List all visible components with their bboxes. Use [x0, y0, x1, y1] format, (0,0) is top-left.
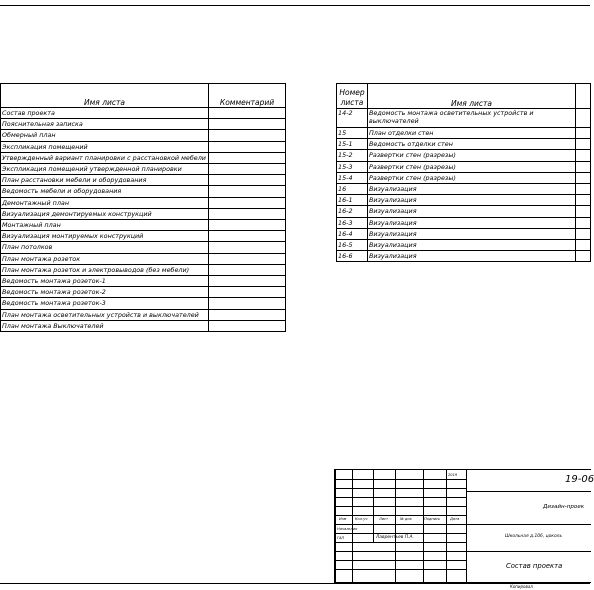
comment-cell [209, 264, 286, 275]
table-row [1, 186, 286, 197]
sheet-number-cell: 14-2 [337, 109, 368, 128]
comment-cell [209, 287, 286, 298]
comment-cell [209, 276, 286, 287]
table-row [1, 276, 286, 287]
sheet-number-cell: 16-2 [337, 206, 368, 217]
table-row [1, 220, 286, 231]
comment-cell [209, 220, 286, 231]
sheet-number-cell: 16 [337, 184, 368, 195]
table-row [1, 152, 286, 163]
comment-cell [209, 242, 286, 253]
comment-cell [209, 231, 286, 242]
extra-cell [576, 172, 591, 183]
table-row [1, 309, 286, 320]
extra-cell [576, 150, 591, 161]
col-data: Дата [450, 517, 460, 521]
table-row [337, 139, 591, 150]
sheet-name-cell: Развертки стен (разрезы) [368, 150, 576, 161]
table-row [1, 175, 286, 186]
sheet-name-cell: Монтажный план [1, 220, 209, 231]
sheet-number-cell: 15-1 [337, 139, 368, 150]
table-row [1, 141, 286, 152]
sheet-name-cell: Утвержденный вариант планировки с расстановкой мебели [1, 152, 209, 163]
table-row [337, 206, 591, 217]
comment-cell [209, 253, 286, 264]
comment-cell [209, 208, 286, 219]
table-row [337, 228, 591, 239]
table-row [1, 164, 286, 175]
sheet-number-cell: 16-1 [337, 195, 368, 206]
extra-cell [576, 206, 591, 217]
sheet-name-cell: Обмерный план [1, 130, 209, 141]
table-row [337, 217, 591, 228]
sheet-number-cell: 16-3 [337, 217, 368, 228]
sheet-name-cell: Визуализация демонтируемых конструкций [1, 208, 209, 219]
extra-cell [576, 109, 591, 128]
table-row [337, 240, 591, 251]
sheet-number-cell: 16-5 [337, 240, 368, 251]
sheet-name-cell: План отделки стен [368, 128, 576, 139]
sheet-name-cell: Визуализация [368, 228, 576, 239]
table-row [1, 320, 286, 331]
sheet-name-cell: Ведомость монтажа розеток-1 [1, 276, 209, 287]
sheet-number-cell: 15 [337, 128, 368, 139]
table-row [337, 109, 591, 128]
column-header-sheet-number: Номер листа [337, 84, 368, 109]
sheet-name-cell: Ведомость монтажа осветительных устройств и выключателей [368, 109, 576, 128]
sheet-border-top [0, 5, 590, 6]
comment-cell [209, 141, 286, 152]
year-label: 2019 [448, 473, 458, 477]
table-row [337, 161, 591, 172]
table-row [1, 242, 286, 253]
table-row [337, 251, 591, 262]
table-row [337, 172, 591, 183]
role-1: Начальник [337, 527, 358, 531]
table-row [1, 298, 286, 309]
sheet-name-cell: План потолков [1, 242, 209, 253]
comment-cell [209, 197, 286, 208]
extra-cell [576, 128, 591, 139]
sheet-name-cell: План монтажа розеток [1, 253, 209, 264]
comment-cell [209, 164, 286, 175]
project-type: Дизайн-проек [543, 504, 585, 510]
sheet-name-cell: Развертки стен (разрезы) [368, 172, 576, 183]
sheet-name-cell: План монтажа Выключателей [1, 320, 209, 331]
col-kol-uch: Кол.уч [355, 517, 368, 521]
column-header-comment: Комментарий [209, 84, 286, 108]
comment-cell [209, 186, 286, 197]
comment-cell [209, 130, 286, 141]
table-row [1, 253, 286, 264]
sheet-name-cell: Ведомость монтажа розеток-3 [1, 298, 209, 309]
copied-by-label: Копировал [510, 584, 533, 589]
table-row [337, 128, 591, 139]
project-code: 19-06 [565, 474, 594, 485]
extra-cell [576, 184, 591, 195]
sheet-name-cell: Экспликация помещений [1, 141, 209, 152]
col-ndok: № док [400, 517, 412, 521]
comment-cell [209, 119, 286, 130]
sheet-border-bottom [0, 583, 590, 584]
sheet-list-table-left [0, 83, 286, 332]
table-row [1, 208, 286, 219]
comment-cell [209, 298, 286, 309]
sheet-name-cell: Пояснительная записка [1, 119, 209, 130]
sheet-name-cell: Состав проекта [1, 108, 209, 119]
extra-cell [576, 228, 591, 239]
person-2: Лаврентьев П.А. [376, 535, 414, 540]
table-row [337, 184, 591, 195]
sheet-number-cell: 16-6 [337, 251, 368, 262]
comment-cell [209, 309, 286, 320]
sheet-name-cell: План монтажа розеток и электровыводов (без мебели) [1, 264, 209, 275]
extra-cell [576, 195, 591, 206]
sheet-name-cell: Визуализация [368, 251, 576, 262]
role-2: ГАП [337, 536, 345, 540]
sheet-name-cell: План монтажа осветительных устройств и выключателей [1, 309, 209, 320]
sheet-title: Состав проекта [506, 562, 563, 570]
table-row [1, 231, 286, 242]
table-row [337, 150, 591, 161]
comment-cell [209, 175, 286, 186]
sheet-number-cell: 15-2 [337, 150, 368, 161]
table-row [337, 195, 591, 206]
sheet-number-cell: 15-4 [337, 172, 368, 183]
sheet-number-cell: 15-3 [337, 161, 368, 172]
table-row [1, 264, 286, 275]
col-izm: Изм [339, 517, 347, 521]
comment-cell [209, 152, 286, 163]
sheet-number-cell: 16-4 [337, 228, 368, 239]
sheet-name-cell: Визуализация [368, 195, 576, 206]
sheet-name-cell: Визуализация [368, 240, 576, 251]
sheet-name-cell: Ведомость отделки стен [368, 139, 576, 150]
table-row [1, 108, 286, 119]
sheet-name-cell: Визуализация [368, 184, 576, 195]
table-row [1, 287, 286, 298]
title-block [334, 469, 594, 583]
column-header-extra [576, 84, 591, 109]
table-row [1, 197, 286, 208]
sheet-name-cell: Визуализация [368, 206, 576, 217]
comment-cell [209, 108, 286, 119]
extra-cell [576, 217, 591, 228]
sheet-name-cell: Развертки стен (разрезы) [368, 161, 576, 172]
extra-cell [576, 161, 591, 172]
column-header-sheet-name: Имя листа [1, 84, 209, 108]
table-row [1, 119, 286, 130]
extra-cell [576, 240, 591, 251]
sheet-name-cell: Ведомость монтажа розеток-2 [1, 287, 209, 298]
col-list: Лист [379, 517, 389, 521]
extra-cell [576, 251, 591, 262]
sheet-name-cell: План расстановки мебели и оборудования [1, 175, 209, 186]
col-podpis: Подпись [424, 517, 441, 521]
table-row [1, 130, 286, 141]
extra-cell [576, 139, 591, 150]
sheet-name-cell: Визуализация монтируемых конструкций [1, 231, 209, 242]
sheet-name-cell: Экспликация помещений утвержденной планировки [1, 164, 209, 175]
address: Школьная д.106, цоколь [505, 534, 563, 539]
sheet-name-cell: Ведомость мебели и оборудования [1, 186, 209, 197]
sheet-list-table-right [336, 83, 591, 262]
sheet-name-cell: Визуализация [368, 217, 576, 228]
sheet-name-cell: Демонтажный план [1, 197, 209, 208]
column-header-sheet-name: Имя листа [368, 84, 576, 109]
comment-cell [209, 320, 286, 331]
